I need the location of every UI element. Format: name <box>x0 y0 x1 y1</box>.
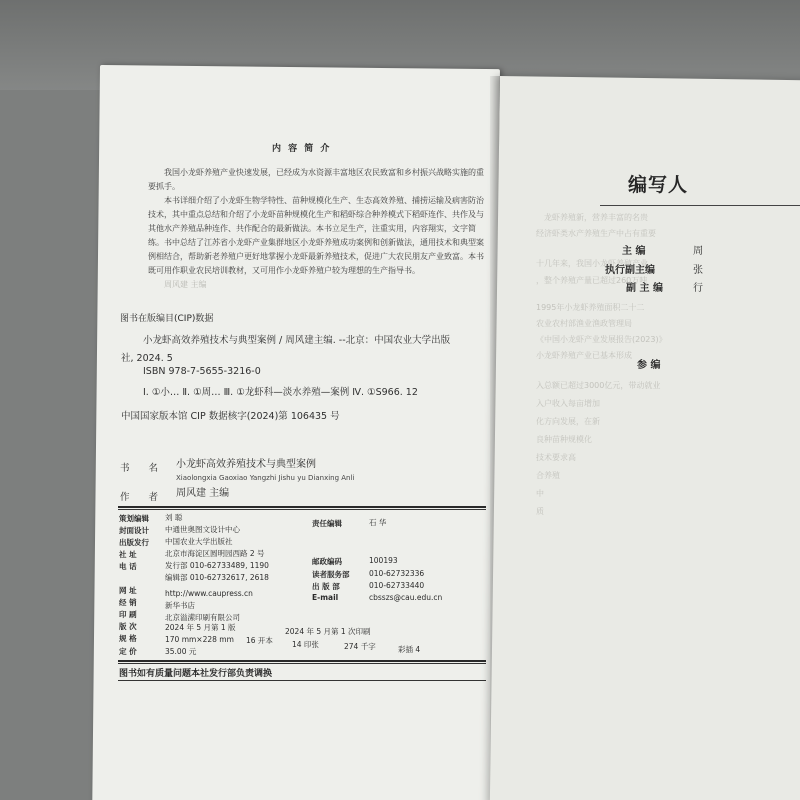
intro-title: 内 容 简 介 <box>272 144 332 154</box>
right-faint-line-9: 入总额已超过3000亿元，带动就业 <box>536 381 661 390</box>
spec-label: 规 格 <box>119 634 137 643</box>
spec-size: 170 mm×228 mm <box>165 635 234 644</box>
reader-label: 读者服务部 <box>312 570 350 579</box>
right-faint-line-12: 良种苗种规模化 <box>536 435 592 444</box>
web-value[interactable]: http://www.caupress.cn <box>165 589 253 598</box>
cover-value: 中通世奥图文设计中心 <box>165 525 240 534</box>
edition-value: 2024 年 5 月第 1 版 <box>165 623 236 632</box>
planner-value: 刘 聪 <box>165 513 183 522</box>
author-label: 作 者 <box>120 492 167 503</box>
right-faint-line-16: 质 <box>536 507 544 516</box>
right-faint-line-13: 技术要求高 <box>536 453 576 462</box>
printing-value: 2024 年 5 月第 1 次印刷 <box>285 627 371 636</box>
rule-top <box>118 506 486 508</box>
cip-isbn: ISBN 978-7-5655-3216-0 <box>143 366 261 377</box>
cip-title: 图书在版编目(CIP)数据 <box>120 314 214 324</box>
email-value[interactable]: cbsszs@cau.edu.cn <box>369 593 443 602</box>
editor-value: 石 华 <box>369 518 387 527</box>
rule-bottom <box>118 660 486 662</box>
role-deputy-editor-name: 行 <box>693 283 703 294</box>
rule-footer <box>118 680 486 681</box>
printer-value: 北京溢潆印刷有限公司 <box>165 613 240 622</box>
publisher-value: 中国农业大学出版社 <box>165 537 233 546</box>
spec-sheets: 14 印张 <box>292 640 319 649</box>
email-label: E-mail <box>312 593 339 602</box>
rule-bottom-thin <box>118 663 486 664</box>
intro-faint-line: 周风建 主编 <box>164 280 207 289</box>
phone-edit: 编辑部 010-62732617, 2618 <box>165 573 269 582</box>
phone-issue: 发行部 010-62733489, 1190 <box>165 561 269 570</box>
role-chief-editor: 主 编 <box>622 246 646 257</box>
address-value: 北京市海淀区圆明园西路 2 号 <box>165 549 265 558</box>
spec-plates: 彩插 4 <box>398 645 421 654</box>
postcode-value: 100193 <box>369 556 398 565</box>
right-faint-line-5: 1995年小龙虾养殖面积二十二 <box>536 303 645 312</box>
reader-value: 010-62732336 <box>369 569 425 578</box>
distributor-value: 新华书店 <box>165 601 195 610</box>
postcode-label: 邮政编码 <box>312 557 342 566</box>
book-pinyin: Xiaolongxia Gaoxiao Yangzhi Jishu yu Dianxing Anli <box>176 474 355 482</box>
distributor-label: 经 销 <box>119 598 137 607</box>
right-faint-line-3: 十几年来，我国小龙虾养殖产业 <box>536 259 648 268</box>
right-faint-line-8: 小龙虾养殖产业已基本形成 <box>536 351 632 360</box>
right-faint-line-10: 入户收入每亩增加 <box>536 399 600 408</box>
book-name-value: 小龙虾高效养殖技术与典型案例 <box>176 459 316 470</box>
edition-label: 版 次 <box>119 622 137 631</box>
web-label: 网 址 <box>119 586 137 595</box>
right-faint-line-11: 化方向发展，在新 <box>536 417 600 426</box>
phone-label: 电 话 <box>119 562 137 571</box>
right-faint-line-2: 经济虾类水产养殖生产中占有重要 <box>536 229 656 238</box>
author-value: 周风建 主编 <box>176 488 230 499</box>
right-faint-line-1: 龙虾养殖新，营养丰富的名贵 <box>544 213 648 222</box>
price-label: 定 价 <box>119 647 137 656</box>
address-label: 社 址 <box>119 550 137 559</box>
rule-top-thin <box>118 509 486 510</box>
role-deputy-editor: 副 主 编 <box>626 283 663 294</box>
publisher-label: 出版发行 <box>119 538 149 547</box>
book-name-label: 书 名 <box>120 463 167 474</box>
cip-line-1: 小龙虾高效养殖技术与典型案例 / 周风建主编. --北京：中国农业大学出版 <box>143 335 451 346</box>
intro-paragraph-2: 本书详细介绍了小龙虾生物学特性、苗种规模化生产、生态高效养殖、捕捞运输及病害防治技术，其中重点总结和介绍了小龙虾苗种规模化生产和稻虾综合种养模式下稻虾连作、共作及与其他水产养殖品种连作、共作配合的最新做法。本书立足生产，注重实用，内容翔实，文字简练。书中总结了江苏省小龙虾产业集群地区小龙虾养殖成功案例和创新做法，通用技术和典型案例相结合，帮助新老养殖户更好地掌握小龙虾最新养殖技术，促进广大农民朋友产业致富。本书既可用作职业农民培训教材，又可用作小龙虾养殖户较为理想的生产指导书。 <box>148 196 484 275</box>
right-faint-line-15: 中 <box>536 489 544 498</box>
pubdept-value: 010-62733440 <box>369 581 425 590</box>
right-faint-line-14: 合养殖 <box>536 471 560 480</box>
quality-notice: 图书如有质量问题本社发行部负责调换 <box>119 669 273 679</box>
right-faint-line-6: 农业农村部渔业渔政管理局 <box>536 319 632 328</box>
planner-label: 策划编辑 <box>119 514 149 523</box>
role-exec-deputy-name: 张 <box>693 265 703 276</box>
cip-record-number: 中国国家版本馆 CIP 数据核字(2024)第 106435 号 <box>121 411 340 422</box>
right-heading-rule <box>600 205 800 206</box>
intro-text <box>148 166 488 292</box>
right-faint-line-7: 《中国小龙虾产业发展报告(2023)》 <box>536 335 667 344</box>
editor-label: 责任编辑 <box>312 519 342 528</box>
pubdept-label: 出 版 部 <box>312 582 340 591</box>
cip-classification: Ⅰ. ①小… Ⅱ. ①周… Ⅲ. ①龙虾科—淡水养殖—案例 Ⅳ. ①S966. 12 <box>143 387 418 398</box>
role-exec-deputy: 执行副主编 <box>605 265 655 276</box>
price-value: 35.00 元 <box>165 647 197 656</box>
spec-words: 274 千字 <box>344 642 376 651</box>
spec-format: 16 开本 <box>246 636 273 645</box>
right-heading: 编写人 <box>628 174 689 196</box>
role-chief-editor-name: 周 <box>693 246 703 257</box>
right-faint-line-4: ，整个养殖产量已超过260万吨 <box>536 276 648 285</box>
cover-label: 封面设计 <box>119 526 149 535</box>
printer-label: 印 刷 <box>119 610 137 619</box>
intro-paragraph-1: 我国小龙虾养殖产业快速发展，已经成为水资源丰富地区农民致富和乡村振兴战略实施的重要抓手。 <box>148 168 484 191</box>
cip-line-2: 社, 2024. 5 <box>121 353 173 364</box>
role-contributors: 参 编 <box>637 360 661 371</box>
